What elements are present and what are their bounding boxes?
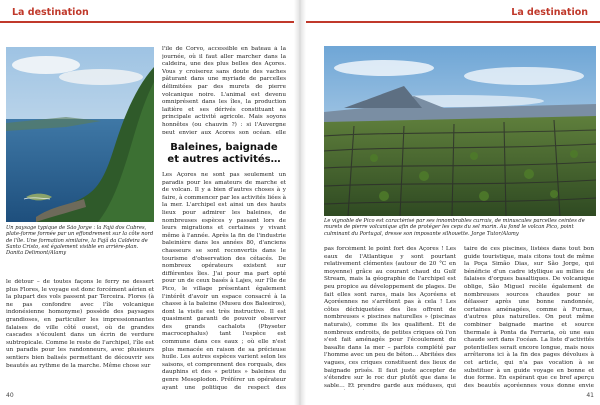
- article-subheading: [162, 142, 286, 166]
- right-col2-text: taire de ces piscines, listées dans tout bon guide touristique, mais citons tout de même la Poça Simão Dias, sur São Jorge, qui bénéficie d'un cadre idyllique au milieu de falaises d'orgues basaltiques. De volcanique oblige, São Miguel recèle également de nombreuses sources chaudes pour se délasser après une bonne randonnée, certaines aménagées, comme à Furnas, d'autres plus naturelles. On peut même combiner baignade marine et source thermale à Ponta da Ferraria, où une eau chaude sort dans l'océan. La liste d'activités potentielles serait encore longue, mais nous arrêterons ici à la fin des pages dévolues à cet article, qui n'a pas vocation à se substituer à un guide voyage en bonne et due forme. En espérant que ce bref aperçu des beautés açoréennes vous donne envie: [464, 246, 594, 389]
- pico-vineyards-photo: [324, 46, 596, 216]
- left-column-2-top: [162, 46, 286, 134]
- right-photo-caption: Le vignoble de Pico est caractérisé par ses innombrables currais, de minuscules parcelles ceintes de murets de pierre volcanique afin de protéger les ceps du sel marin. Au fond le volcan Pico, point culminant du Portugal, dresse son imposante silhouette. Jorge Tutor/Alamy: [324, 218, 585, 237]
- spine-gutter: [294, 0, 306, 405]
- header-rule-right: [306, 21, 600, 23]
- left-column-1: [6, 279, 154, 389]
- left-col2-bottom-text: Les Açores ne sont pas seulement un paradis pour les amateurs de marche et de volcan. Il y a bien d'autres choses à y faire, à commencer par les activités liées à la mer. L'archipel est ainsi un des hauts lieux pour admirer les baleines, de nombreuses espèces y passant lors de leurs migrations et certaines y vivant même à l'année. Après la fin de l'industrie baleinière dans les années 80, d'anciens chasseurs se sont reconvertis dans le tourisme d'observation des cétacés. De nombreux opérateurs existent sur différentes îles. J'ai pour ma part opté pour un de ceux basés à Lajes, sur l'île de Pico, le village présentant également l'intérêt d'avoir un espace consacré à la chasse à la baleine (Museu dos Baleeiros), dont la visite est très instructive. Il est quasiment garanti de pouvoir observer des grands cachalots (Physeter macrocephalus) tant l'espèce est commune dans ces eaux ; où elle n'est plus menacée en raison de sa précieuse huile. Les autres espèces varient selon les saisons, et comprennent des rorquals, des dauphins et des « petites » baleines du genre Mesoplodon. Préférer un opérateur ayant une politique de respect des: [162, 172, 286, 390]
- section-header: La destination: [12, 7, 89, 18]
- section-header-right: La destination: [511, 7, 588, 18]
- left-photo-caption: Un paysage typique de São Jorge : la Fajã dos Cubres, plate-forme formée par un effondrement sur la côte nord de l'île. Une formation similaire, la Fajã da Caldeira de Santo Cristo, est également visible en arrière-plan. Danita Delimont/Alamy: [6, 225, 154, 257]
- right-col2-paragraph: [464, 246, 594, 390]
- left-col2-top-text: l'île de Corvo, accessible en bateau à la journée, où il faut aller marcher dans la caldeira, une des plus belles des Açores. Vous y croiserez sans doute des vaches pâturant dans une myriade de parcelles délimitées par des murets de pierre volcanique noire. L'animal est devenu omniprésent dans les îles, la production laitière et ses dérivés constituant sa principale activité agricole. Mais soyons honnêtes (ou chauvin ?) : si l'Auvergne peut envier aux Açores son océan, elle: [162, 46, 286, 134]
- right-page: [306, 0, 600, 405]
- right-column-1: [324, 246, 456, 390]
- coast-cliffs-photo: [6, 47, 154, 222]
- header-rule: [0, 21, 294, 23]
- page-number-left: 40: [6, 392, 14, 399]
- right-col1-text: pas forcément le point fort des Açores ! Les eaux de l'Atlantique y sont pourtant relativement clémentes (autour de 20 °C en moyenne) grâce au courant chaud du Gulf Stream, mais la géographie de l'archipel est peu propice au développement de plages. De fait elles sont rares, mais les Açoréens et Açoréennes ne s'arrêtent pas à cela ! Les côtes déchiquetées des îles offrent de nombreuses « piscines naturelles » (piscinas naturais), comme ils les qualifient. Et de nombreux endroits, de petites criques où l'on s'est fait aménagés pour l'écoulement du basalte dans la mer – parfois complété par l'homme avec un peu de béton… Abritées des vagues, ces criques constituent des lieux de baignade prisés. Il faut juste accepter de s'étendre sur le roc dur plutôt que dans le sable… Et prendre garde aux méduses, qui: [324, 246, 456, 389]
- left-page: [0, 0, 294, 405]
- left-column-2-bottom: [162, 172, 286, 390]
- subheading-line-1: Baleines, baignade: [170, 142, 278, 153]
- right-column-2: [464, 246, 594, 390]
- page-number-right: 41: [586, 392, 594, 399]
- subheading-line-2: et autres activités…: [167, 154, 281, 165]
- left-col1-text: le détour – de toutes façons le ferry ne dessert plus Flores, le voyage est donc forcément aérien et la plupart des vols passent par Terceira. Flores (à ne pas confondre avec l'île volcanique indonésienne homonyme) possède des paysages grandioses, en particulier les impressionnantes falaises de ville côté ouest, où de grandes cascades s'écoulent dans un écrin de verdure subtropicale. Comme le reste de l'archipel, l'île est un paradis pour les randonneurs, avec plusieurs sentiers bien balisés permettant de découvrir ses beautés au rythme de la marche. Même chose sur: [6, 279, 154, 369]
